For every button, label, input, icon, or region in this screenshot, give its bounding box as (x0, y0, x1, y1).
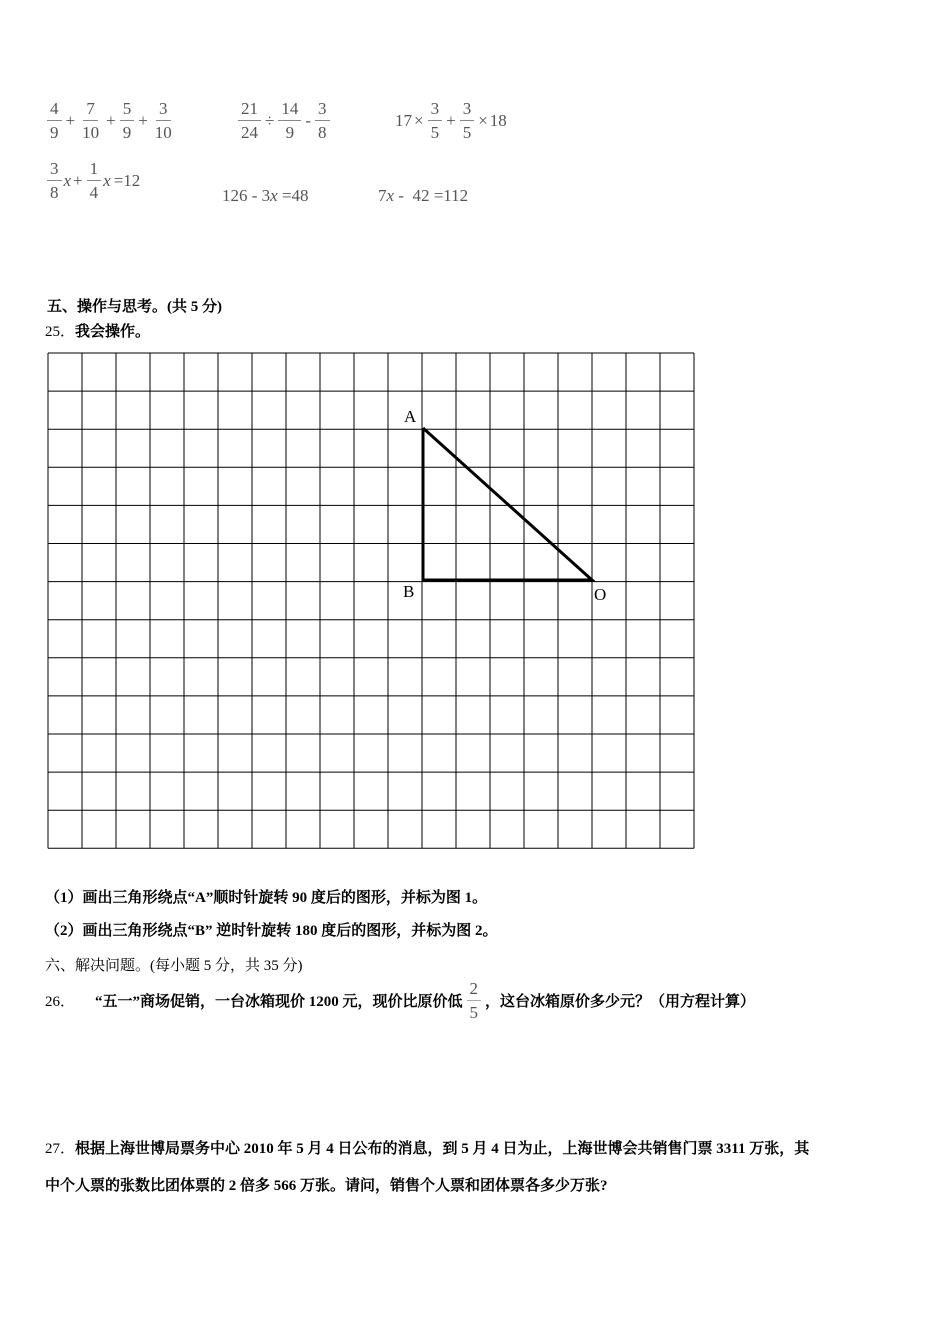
number: 18 (489, 110, 507, 130)
fraction: $\frac{3}{10}$ (154, 99, 172, 142)
fraction: $\frac{3}{5}$ (428, 100, 443, 141)
q26: 26． “五一”商场促销，一台冰箱现价 1200 元，现价比原价低 $\frac{2}{5}$ ，这台冰箱原价多少元？（用方程计算） (45, 979, 756, 1022)
equation-2: 126 - 3x =48 (222, 186, 309, 205)
fraction: $\frac{5}{9}$ (120, 100, 135, 141)
plus-sign: + (65, 110, 76, 130)
q25-part-1: （1）画出三角形绕点“A”顺时针旋转 90 度后的图形，并标为图 1。 (45, 890, 488, 906)
section-5-title: 五、操作与思考。(共 5 分) (47, 299, 222, 315)
q25-part-2: （2）画出三角形绕点“B” 逆时针旋转 180 度后的图形，并标为图 2。 (45, 923, 498, 939)
times-sign: × (414, 110, 424, 130)
divide-sign: ÷ (265, 110, 275, 130)
plus-sign: + (73, 170, 83, 190)
fraction: $\frac{14}{9}$ (278, 100, 301, 141)
expr-2 (236, 100, 332, 141)
expr-1 (45, 100, 177, 141)
point-b-label: B (403, 582, 415, 601)
plus-sign: + (138, 110, 148, 130)
variable-x: x (386, 186, 395, 205)
triangle-abo (423, 428, 592, 580)
equals-value: =12 (113, 170, 141, 190)
plus-sign: + (446, 110, 456, 130)
q25-heading: 25．我会操作。 (45, 324, 151, 340)
number: 17 (395, 110, 412, 130)
fraction: $\frac{21}{24}$ (238, 100, 261, 141)
fraction: $\frac{3}{8}$ (315, 100, 330, 141)
q27-line-1: 27．根据上海世博局票务中心 2010 年 5 月 4 日公布的消息，到 5 月 4 日为止，上海世博会共销售门票 3311 万张，其 (45, 1141, 810, 1157)
equation-1 (45, 160, 140, 201)
fraction: $\frac{7}{10}$ (82, 99, 100, 142)
variable-x: x (103, 170, 111, 190)
variable-x: x (63, 170, 72, 190)
section-6-title: 六、解决问题。(每小题 5 分，共 35 分) (45, 958, 303, 974)
times-sign: × (478, 110, 488, 130)
variable-x: x (270, 186, 278, 205)
q27-line-2: 中个人票的张数比团体票的 2 倍多 566 万张。请问，销售个人票和团体票各多少万张? (45, 1178, 608, 1194)
minus-sign: - (305, 110, 312, 130)
point-a-label: A (404, 407, 417, 426)
expr-3 (395, 100, 507, 141)
fraction: $\frac{3}{8}$ (47, 160, 62, 201)
equation-3: 7x - 42 =112 (378, 186, 469, 205)
plus-sign: + (106, 110, 116, 130)
grid-figure (40, 345, 705, 855)
fraction: $\frac{4}{9}$ (47, 100, 62, 141)
fraction: $\frac{2}{5}$ (467, 980, 482, 1021)
fraction: $\frac{3}{5}$ (460, 100, 475, 141)
point-o-label: O (594, 585, 607, 604)
fraction: $\frac{1}{4}$ (87, 160, 102, 201)
